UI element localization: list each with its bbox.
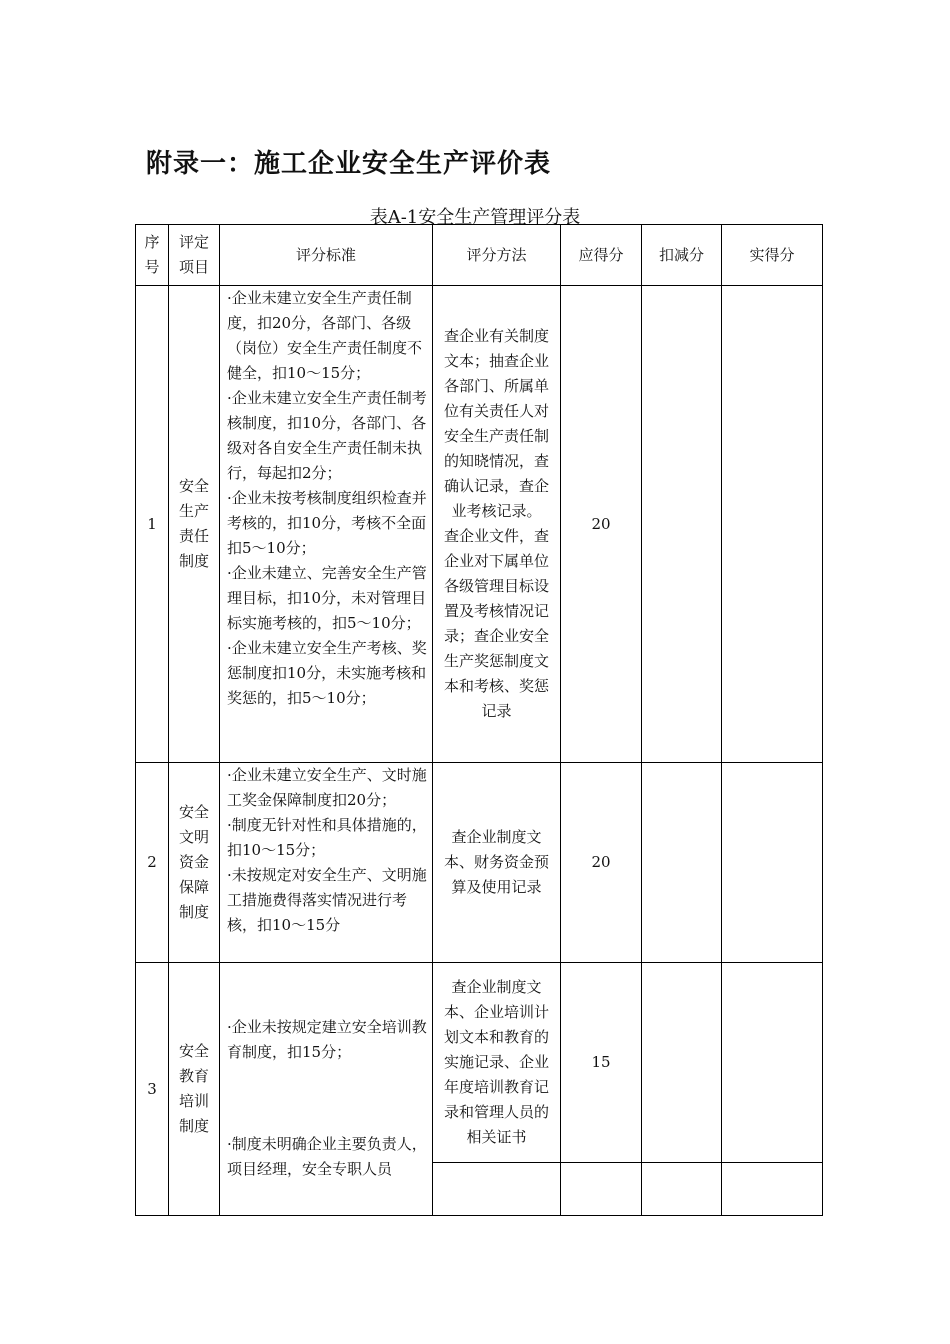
row-full-score: 15 <box>561 963 642 1163</box>
row-method <box>433 963 561 1163</box>
row-actual-score[interactable] <box>722 963 823 1163</box>
row-full-score: 20 <box>561 286 642 763</box>
standard-line: ·制度未明确企业主要负责人，项目经理，安全专职人员 <box>227 1135 427 1178</box>
row-method <box>433 763 561 963</box>
standard-line: ·企业未按规定建立安全培训教育制度，扣15分； <box>227 1018 427 1061</box>
row-deduction[interactable] <box>642 963 722 1163</box>
header-standard: 评分标准 <box>220 225 433 286</box>
table-row <box>136 963 823 1163</box>
page-bottom-margin <box>0 1219 950 1344</box>
empty-cell <box>433 1163 561 1216</box>
header-deduction: 扣减分 <box>642 225 722 286</box>
row-item: 安全文明资金保障制度 <box>169 763 220 963</box>
table-caption: 表A-1安全生产管理评分表 <box>369 207 581 228</box>
standard-line: ·企业未建立安全生产、文时施工奖金保障制度扣20分； <box>227 766 427 809</box>
row-standard <box>220 963 433 1216</box>
row-full-score: 20 <box>561 763 642 963</box>
method-line: 查企业文件，查企业对下属单位各级管理目标设置及考核情况记录；查企业安全生产奖惩制度文本和考核、奖惩记录 <box>443 527 549 720</box>
row-standard <box>220 286 433 763</box>
method-line: 查企业制度文本、企业培训计划文本和教育的实施记录、企业年度培训教育记录和管理人员的相关证书 <box>443 978 549 1146</box>
row-number: 3 <box>136 963 169 1216</box>
standard-line: ·企业未按考核制度组织检查并考核的，扣10分，考核不全面扣5～10分； <box>227 489 427 557</box>
standard-line: ·企业未建立、完善安全生产管理目标，扣10分，未对管理目标实施考核的，扣5～10分； <box>227 564 427 632</box>
standard-line: ·未按规定对安全生产、文明施工措施费得落实情况进行考核，扣10～15分 <box>227 866 427 934</box>
row-number: 2 <box>136 763 169 963</box>
empty-cell[interactable] <box>642 1163 722 1216</box>
row-number: 1 <box>136 286 169 763</box>
table-row <box>136 286 823 763</box>
header-method: 评分方法 <box>433 225 561 286</box>
method-line: 查企业有关制度文本；抽查企业各部门、所属单位有关责任人对安全生产责任制的知晓情况，查确认记录，查企业考核记录。 <box>443 327 549 520</box>
row-actual-score[interactable] <box>722 286 823 763</box>
row-deduction[interactable] <box>642 763 722 963</box>
header-actual-score: 实得分 <box>722 225 823 286</box>
row-item: 安全生产责任制度 <box>169 286 220 763</box>
method-line: 查企业制度文本、财务资金预算及使用记录 <box>443 828 549 896</box>
standard-line: ·企业未建立安全生产考核、奖惩制度扣10分，未实施考核和奖惩的，扣5～10分； <box>227 639 427 707</box>
safety-scoring-table <box>135 224 823 1216</box>
table-row <box>136 763 823 963</box>
document-title: 附录一：施工企业安全生产评价表 <box>146 149 552 179</box>
empty-cell <box>561 1163 642 1216</box>
row-method <box>433 286 561 763</box>
header-no: 序号 <box>136 225 169 286</box>
empty-cell[interactable] <box>722 1163 823 1216</box>
standard-line: ·制度无针对性和具体措施的，扣10～15分； <box>227 816 427 859</box>
row-standard <box>220 763 433 963</box>
row-actual-score[interactable] <box>722 763 823 963</box>
standard-line: ·企业未建立安全生产责任制度，扣20分，各部门、各级（岗位）安全生产责任制度不健全，扣10～15分； <box>227 289 423 382</box>
header-item: 评定项目 <box>169 225 220 286</box>
header-full-score: 应得分 <box>561 225 642 286</box>
row-item: 安全教育培训制度 <box>169 963 220 1216</box>
standard-line: ·企业未建立安全生产责任制考核制度，扣10分，各部门、各级对各自安全生产责任制未执行，每起扣2分； <box>227 389 427 482</box>
row-deduction[interactable] <box>642 286 722 763</box>
table-header-row <box>136 225 823 286</box>
